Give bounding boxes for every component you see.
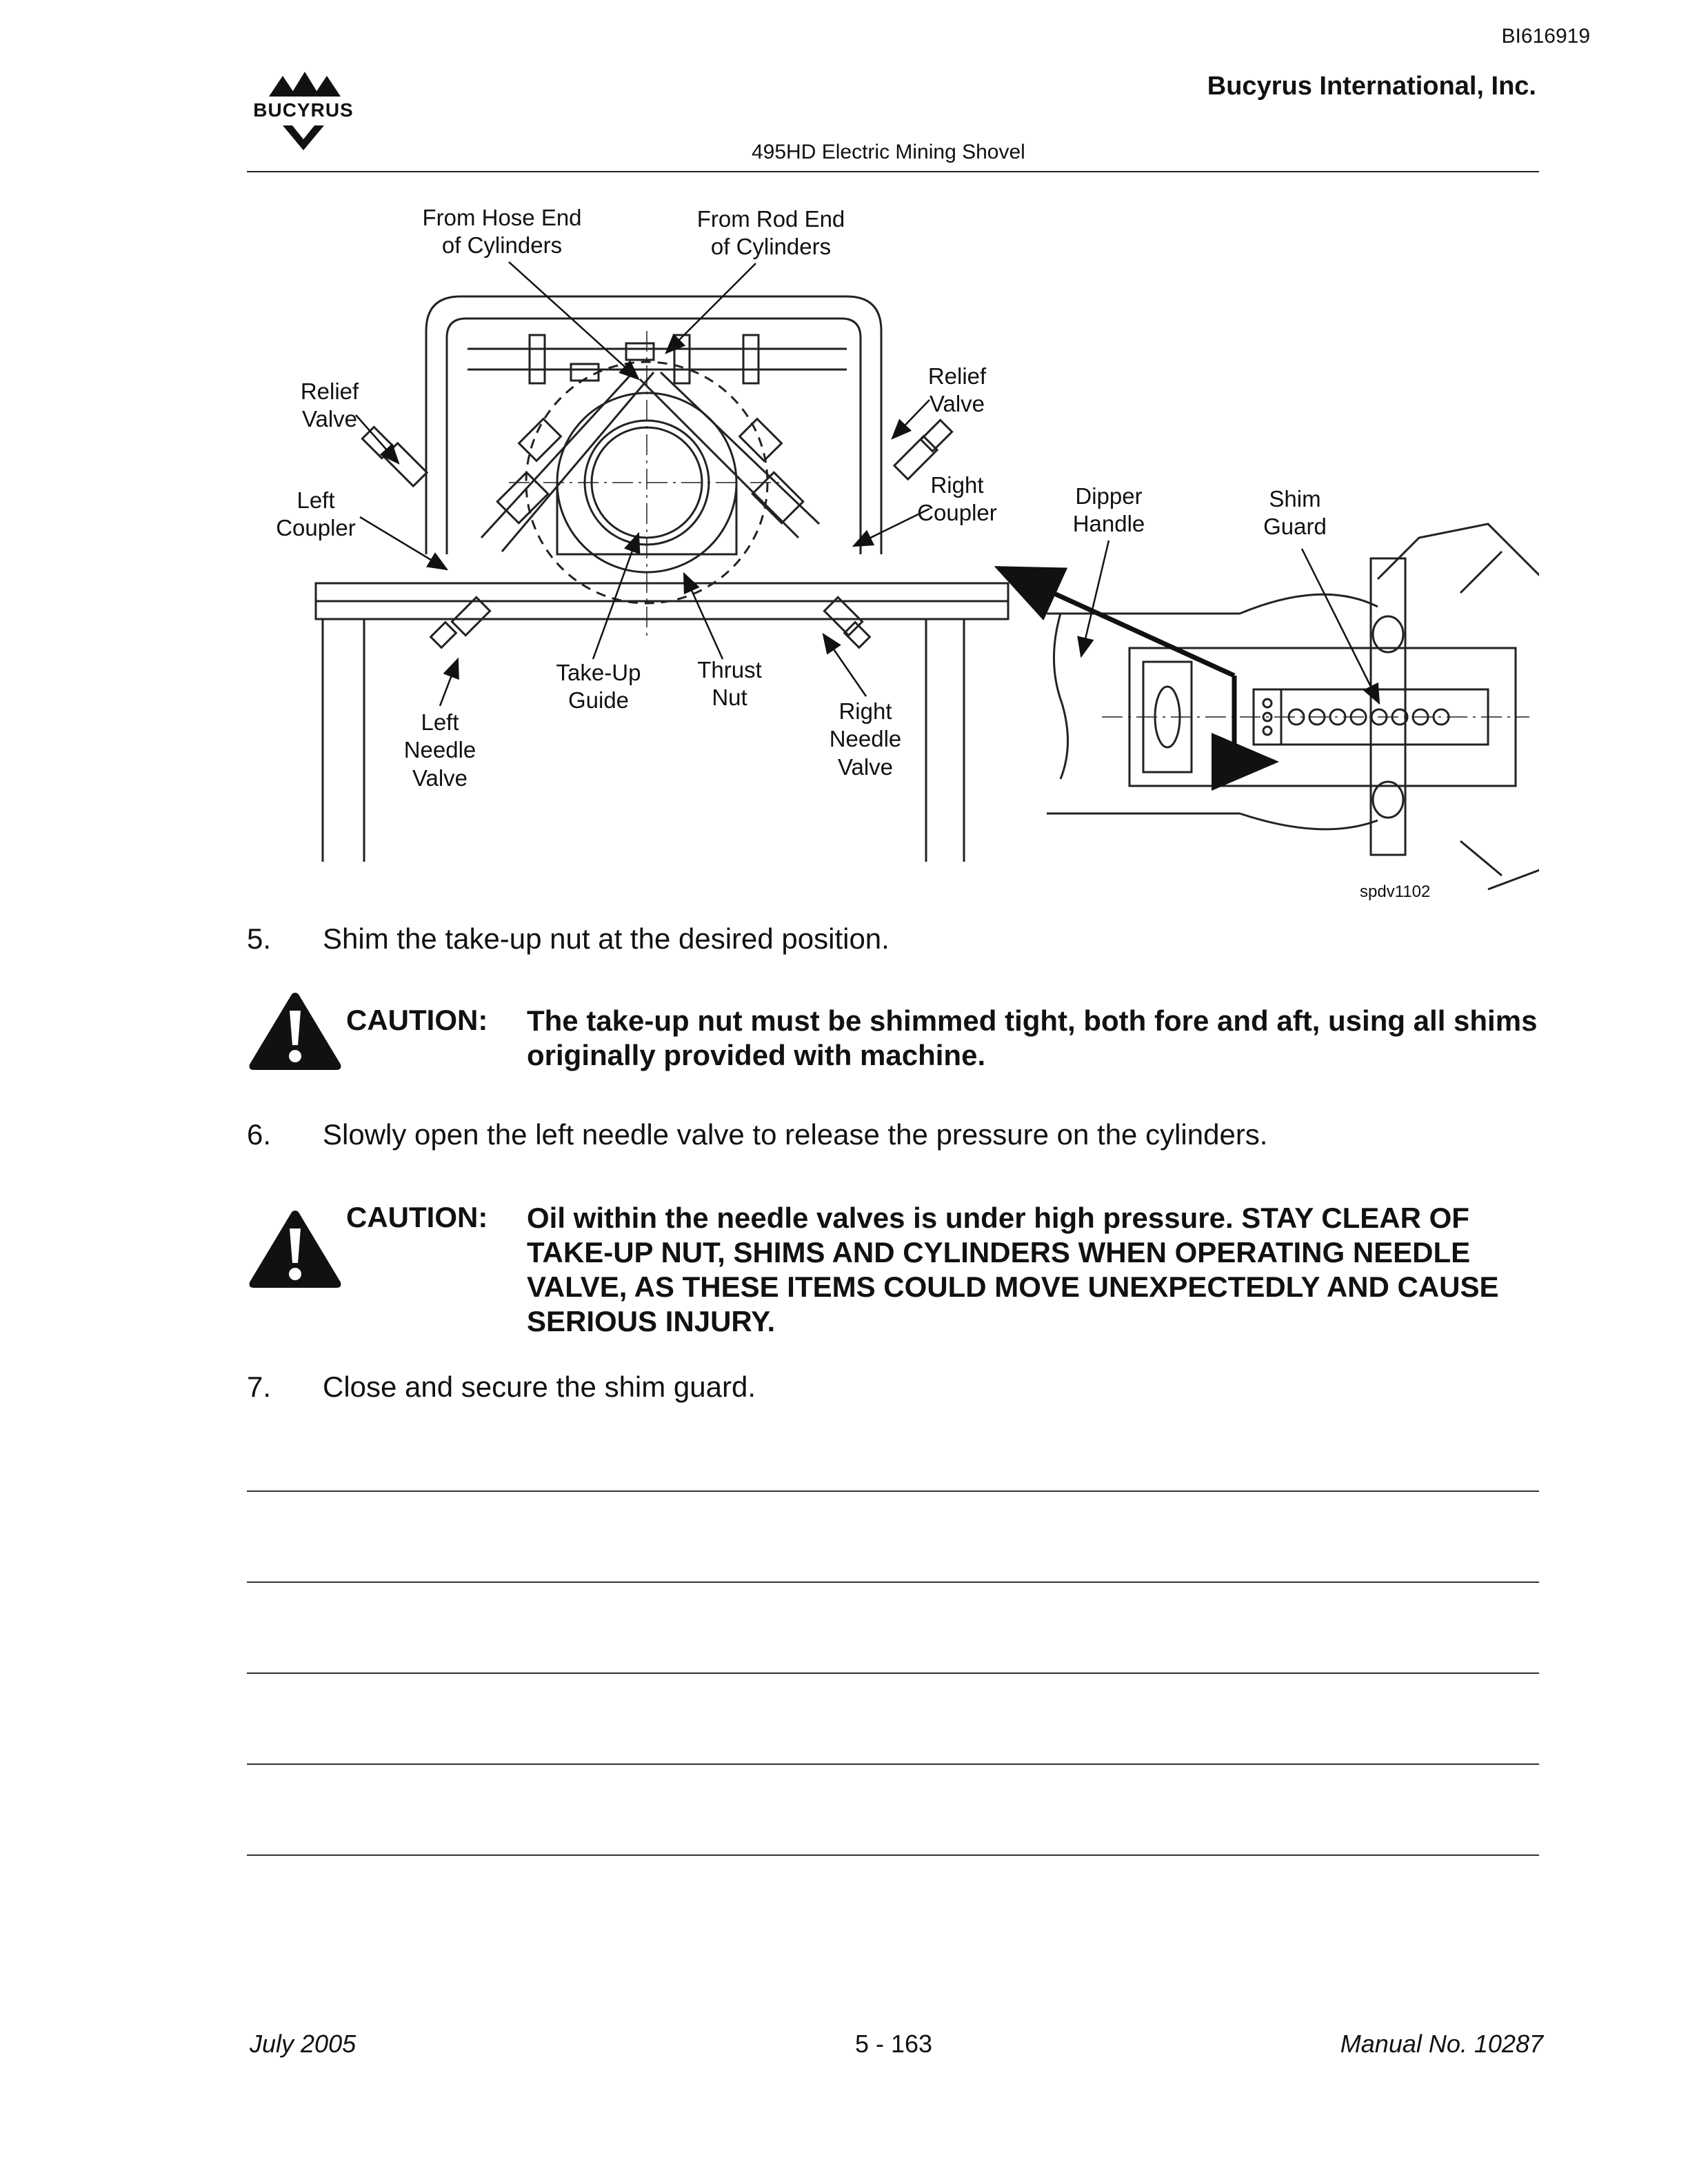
label-from-hose-end: From Hose End of Cylinders [422,205,582,259]
label-left-coupler: Left Coupler [276,487,356,541]
step-text: Slowly open the left needle valve to release the pressure on the cylinders. [323,1118,1268,1151]
label-relief-valve-left: Relief Valve [300,378,359,432]
company-name: Bucyrus International, Inc. [1207,72,1536,101]
manual-number: Manual No. 10287 [1340,2030,1543,2058]
take-up-assembly-figure [247,193,1539,917]
step-number: 7. [247,1371,272,1403]
document-id: BI616919 [1501,25,1590,48]
assembly-drawing [247,193,1539,917]
page-number: 5 - 163 [855,2030,933,2058]
step-7 [247,1371,756,1404]
notes-line [247,1763,1539,1765]
label-thrust-nut: Thrust Nut [697,657,762,711]
step-number: 5. [247,922,272,955]
label-shim-guard: Shim Guard [1263,486,1327,540]
label-dipper-handle: Dipper Handle [1072,483,1145,537]
notes-line [247,1854,1539,1856]
notes-line [247,1672,1539,1674]
step-text: Close and secure the shim guard. [323,1371,756,1403]
warning-triangle-icon [247,990,343,1073]
document-subtitle: 495HD Electric Mining Shovel [752,141,1025,163]
logo-text: BUCYRUS [253,99,354,121]
label-from-rod-end: From Rod End of Cylinders [696,206,845,260]
figure-id: spdv1102 [1360,882,1431,901]
step-text: Shim the take-up nut at the desired position. [323,922,890,955]
header-rule [247,171,1539,172]
caution-label: CAUTION: [346,1201,488,1233]
step-number: 6. [247,1118,272,1151]
label-take-up-guide: Take-Up Guide [556,660,641,714]
label-right-coupler: Right Coupler [917,472,997,526]
notes-line [247,1490,1539,1492]
notes-line [247,1581,1539,1583]
label-right-needle-valve: Right Needle Valve [829,698,902,780]
bucyrus-logo [241,69,365,152]
step-6 [247,1118,1267,1151]
caution-text: The take-up nut must be shimmed tight, both fore and aft, using all shims originally provided with machine. [527,1004,1538,1071]
step-5 [247,922,890,956]
caution-label: CAUTION: [346,1004,488,1036]
label-relief-valve-right: Relief Valve [927,363,987,417]
label-left-needle-valve: Left Needle Valve [403,709,476,791]
warning-triangle-icon [247,1208,343,1291]
footer-date: July 2005 [250,2030,356,2058]
caution-text: Oil within the needle valves is under high pressure. STAY CLEAR OF TAKE-UP NUT, SHIMS AND CYLINDERS WHEN OPERATING NEEDLE VALVE, AS THESE ITEMS COULD MOVE UNEXPECTEDLY AND CAUSE SERIOUS INJURY. [527,1202,1499,1337]
